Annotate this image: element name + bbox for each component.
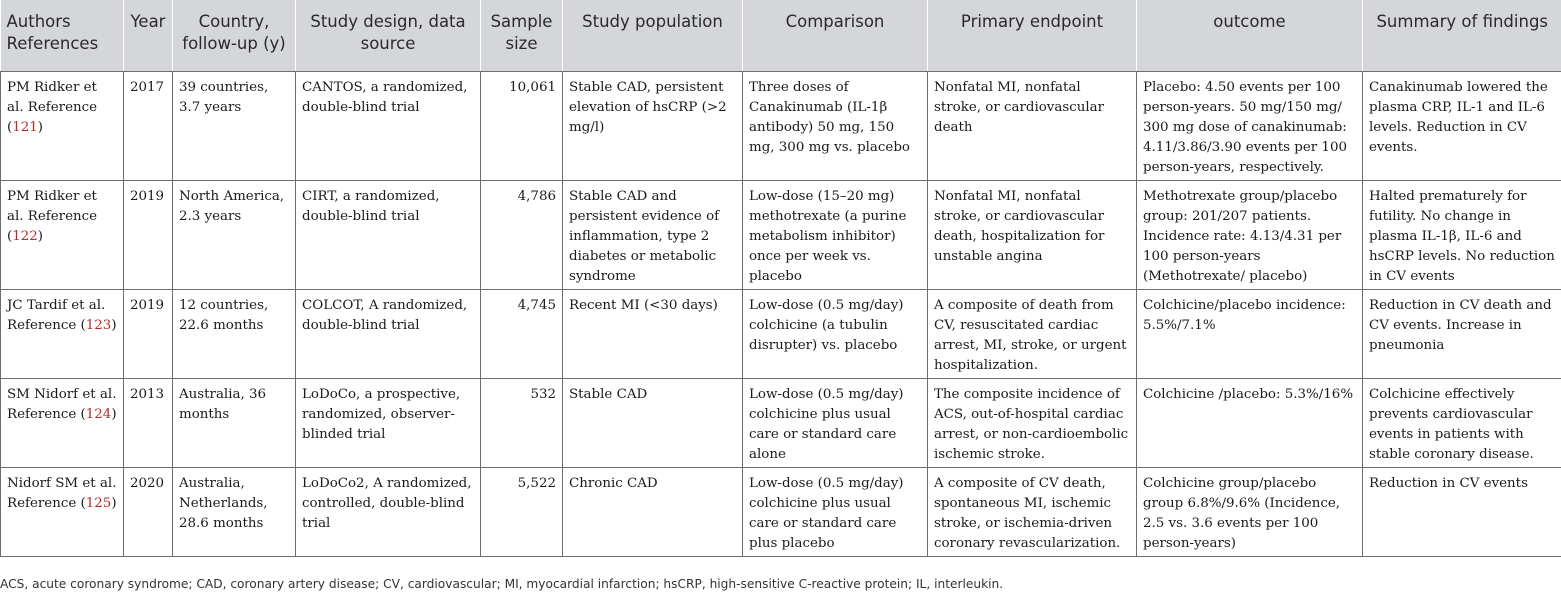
cell-outcome: Placebo: 4.50 events per 100 person-years. 50 mg/150 mg/ 300 mg dose of canakinumab: 4.11/3.86/3.90 events per 100 person-years, respectively. bbox=[1137, 71, 1363, 180]
table-body bbox=[1, 71, 1561, 556]
cell-population: Stable CAD and persistent evidence of inflammation, type 2 diabetes or metabolic syndrome bbox=[563, 180, 743, 289]
cell-sample-size: 5,522 bbox=[481, 467, 563, 556]
cell-summary: Reduction in CV events bbox=[1363, 467, 1561, 556]
cell-design: CANTOS, a randomized, double-blind trial bbox=[296, 71, 481, 180]
cell-summary: Canakinumab lowered the plasma CRP, IL-1 and IL-6 levels. Reduction in CV events. bbox=[1363, 71, 1561, 180]
author-text: Nidorf SM et al. Reference bbox=[7, 475, 117, 511]
cell-outcome: Colchicine group/placebo group 6.8%/9.6% (Incidence, 2.5 vs. 3.6 events per 100 person-years) bbox=[1137, 467, 1363, 556]
cell-endpoint: A composite of CV death, spontaneous MI, ischemic stroke, or ischemia-driven coronary revascularization. bbox=[928, 467, 1137, 556]
header-authors: Authors References bbox=[1, 0, 124, 71]
cell-author: SM Nidorf et al. Reference (124) bbox=[1, 378, 124, 467]
table-row bbox=[1, 378, 1561, 467]
cell-population: Recent MI (<30 days) bbox=[563, 289, 743, 378]
cell-endpoint: The composite incidence of ACS, out-of-hospital cardiac arrest, or non-cardioembolic ischemic stroke. bbox=[928, 378, 1137, 467]
cell-country: North America, 2.3 years bbox=[173, 180, 296, 289]
header-design: Study design, data source bbox=[296, 0, 481, 71]
cell-endpoint: Nonfatal MI, nonfatal stroke, or cardiovascular death, hospitalization for unstable angina bbox=[928, 180, 1137, 289]
cell-summary: Halted prematurely for futility. No change in plasma IL-1β, IL-6 and hsCRP levels. No reduction in CV events bbox=[1363, 180, 1561, 289]
cell-country: 39 countries, 3.7 years bbox=[173, 71, 296, 180]
table-row bbox=[1, 467, 1561, 556]
cell-comparison: Low-dose (0.5 mg/day) colchicine plus usual care or standard care alone bbox=[743, 378, 928, 467]
cell-year: 2019 bbox=[124, 289, 173, 378]
header-comparison: Comparison bbox=[743, 0, 928, 71]
author-text: JC Tardif et al. Reference bbox=[7, 297, 106, 333]
header-year: Year bbox=[124, 0, 173, 71]
header-endpoint: Primary endpoint bbox=[928, 0, 1137, 71]
reference-link[interactable]: 122 bbox=[12, 228, 38, 244]
table-header bbox=[1, 0, 1561, 71]
cell-country: 12 countries, 22.6 months bbox=[173, 289, 296, 378]
cell-population: Stable CAD bbox=[563, 378, 743, 467]
header-country: Country, follow-up (y) bbox=[173, 0, 296, 71]
cell-author: PM Ridker et al. Reference (122) bbox=[1, 180, 124, 289]
cell-endpoint: A composite of death from CV, resuscitated cardiac arrest, MI, stroke, or urgent hospitalization. bbox=[928, 289, 1137, 378]
cell-country: Australia, 36 months bbox=[173, 378, 296, 467]
cell-outcome: Methotrexate group/placebo group: 201/207 patients. Incidence rate: 4.13/4.31 per 100 person-years (Methotrexate/ placebo) bbox=[1137, 180, 1363, 289]
cell-population: Stable CAD, persistent elevation of hsCRP (>2 mg/l) bbox=[563, 71, 743, 180]
cell-comparison: Low-dose (15–20 mg) methotrexate (a purine metabolism inhibitor) once per week vs. placebo bbox=[743, 180, 928, 289]
header-population: Study population bbox=[563, 0, 743, 71]
cell-year: 2013 bbox=[124, 378, 173, 467]
cell-country: Australia, Netherlands, 28.6 months bbox=[173, 467, 296, 556]
reference-link[interactable]: 125 bbox=[85, 495, 112, 511]
author-text: PM Ridker et al. Reference bbox=[7, 79, 98, 115]
reference-link[interactable]: 121 bbox=[12, 119, 38, 135]
cell-sample-size: 4,745 bbox=[481, 289, 563, 378]
header-outcome: outcome bbox=[1137, 0, 1363, 71]
cell-author: JC Tardif et al. Reference (123) bbox=[1, 289, 124, 378]
header-sample-size: Sample size bbox=[481, 0, 563, 71]
cell-year: 2020 bbox=[124, 467, 173, 556]
cell-year: 2019 bbox=[124, 180, 173, 289]
header-row bbox=[1, 0, 1561, 71]
table-row bbox=[1, 289, 1561, 378]
cell-sample-size: 532 bbox=[481, 378, 563, 467]
cell-endpoint: Nonfatal MI, nonfatal stroke, or cardiovascular death bbox=[928, 71, 1137, 180]
cell-sample-size: 4,786 bbox=[481, 180, 563, 289]
author-text: PM Ridker et al. Reference bbox=[7, 188, 98, 224]
cell-design: LoDoCo, a prospective, randomized, observer-blinded trial bbox=[296, 378, 481, 467]
cell-outcome: Colchicine /placebo: 5.3%/16% bbox=[1137, 378, 1363, 467]
cell-design: COLCOT, A randomized, double-blind trial bbox=[296, 289, 481, 378]
cell-sample-size: 10,061 bbox=[481, 71, 563, 180]
cell-comparison: Low-dose (0.5 mg/day) colchicine (a tubulin disrupter) vs. placebo bbox=[743, 289, 928, 378]
table-row bbox=[1, 180, 1561, 289]
cell-outcome: Colchicine/placebo incidence: 5.5%/7.1% bbox=[1137, 289, 1363, 378]
cell-summary: Reduction in CV death and CV events. Increase in pneumonia bbox=[1363, 289, 1561, 378]
cell-design: LoDoCo2, A randomized, controlled, double-blind trial bbox=[296, 467, 481, 556]
author-text: SM Nidorf et al. Reference bbox=[7, 386, 117, 422]
table-row bbox=[1, 71, 1561, 180]
cell-design: CIRT, a randomized, double-blind trial bbox=[296, 180, 481, 289]
cell-population: Chronic CAD bbox=[563, 467, 743, 556]
reference-link[interactable]: 124 bbox=[85, 406, 112, 422]
cell-comparison: Three doses of Canakinumab (IL-1β antibody) 50 mg, 150 mg, 300 mg vs. placebo bbox=[743, 71, 928, 180]
cell-author: PM Ridker et al. Reference (121) bbox=[1, 71, 124, 180]
reference-link[interactable]: 123 bbox=[85, 317, 112, 333]
cell-summary: Colchicine effectively prevents cardiovascular events in patients with stable coronary disease. bbox=[1363, 378, 1561, 467]
table-footnote: ACS, acute coronary syndrome; CAD, coronary artery disease; CV, cardiovascular; MI, myocardial infarction; hsCRP, high-sensitive C-reactive protein; IL, interleukin. bbox=[0, 577, 1004, 591]
cell-year: 2017 bbox=[124, 71, 173, 180]
cell-comparison: Low-dose (0.5 mg/day) colchicine plus usual care or standard care plus placebo bbox=[743, 467, 928, 556]
header-summary: Summary of findings bbox=[1363, 0, 1561, 71]
cell-author: Nidorf SM et al. Reference (125) bbox=[1, 467, 124, 556]
